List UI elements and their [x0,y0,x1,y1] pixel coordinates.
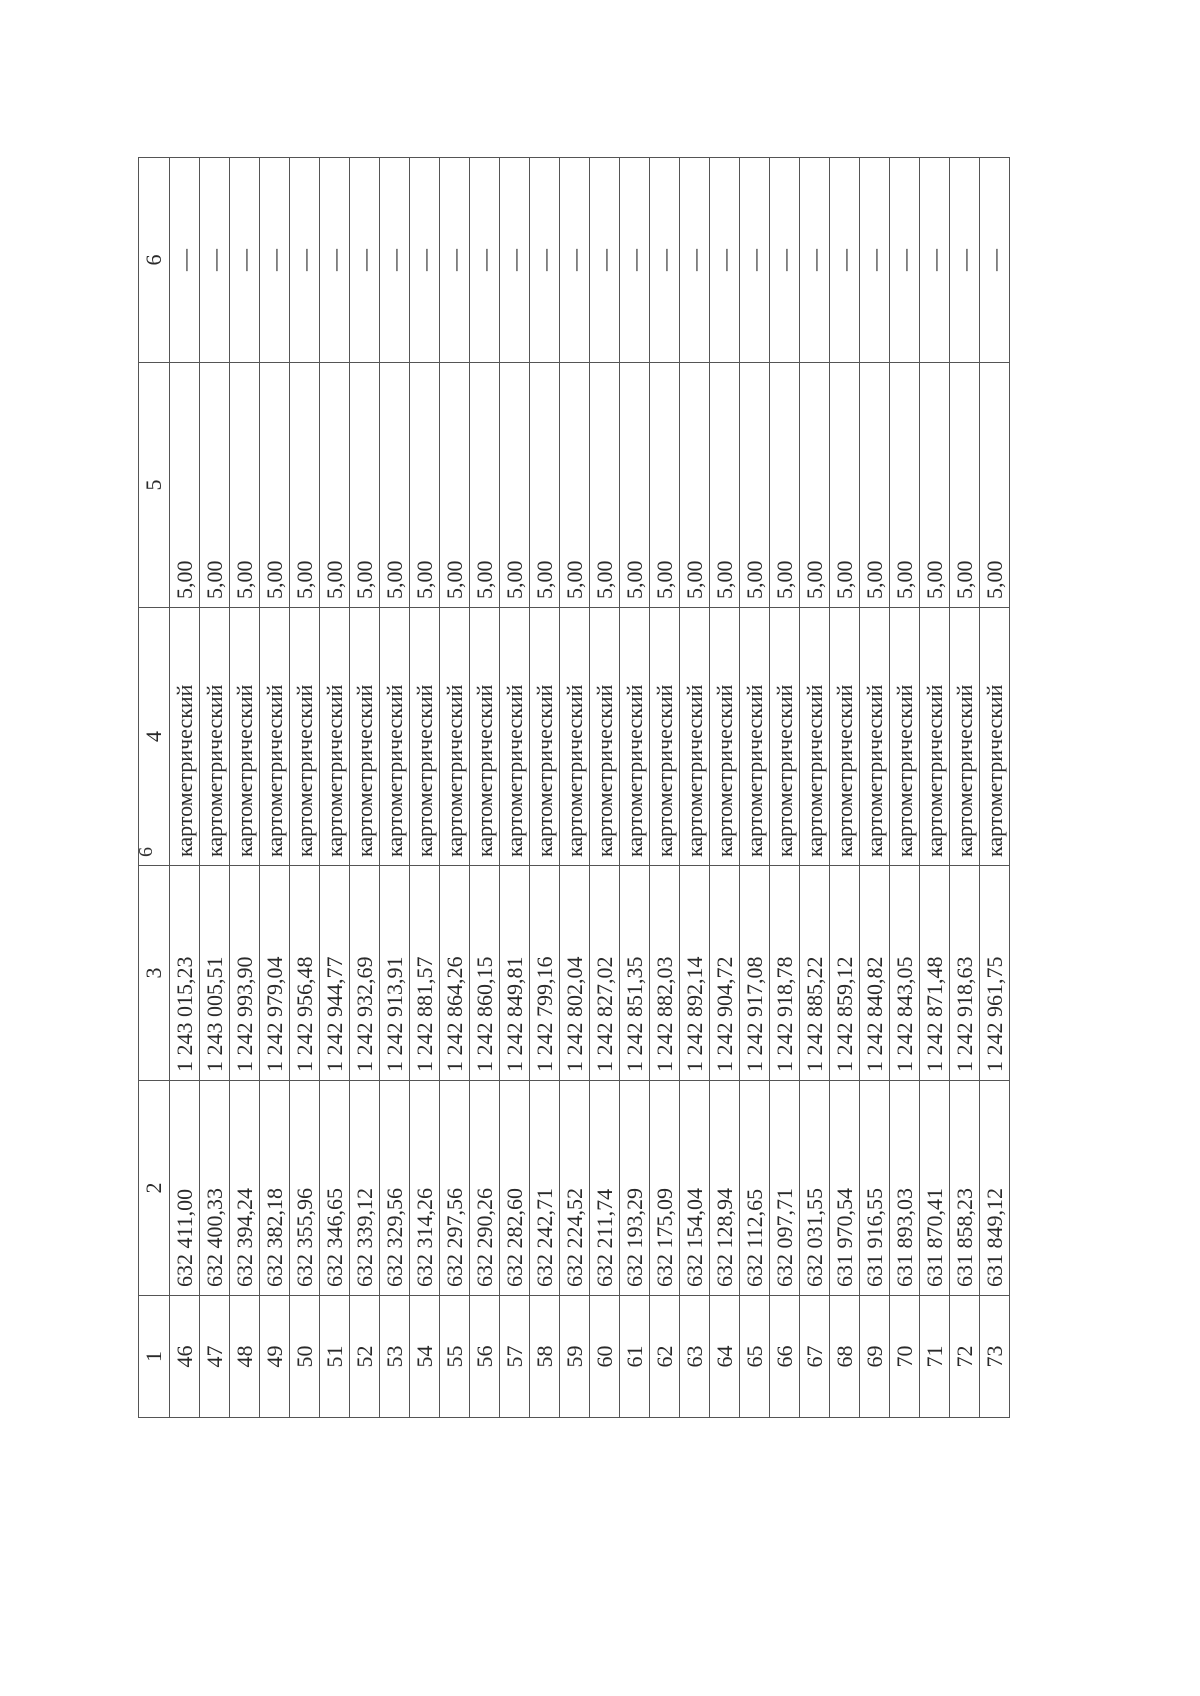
cell-coordinate-y: 1 242 849,81 [500,866,530,1081]
cell-coordinate-y: 1 243 005,51 [200,866,230,1081]
cell-point-number: 73 [980,1296,1010,1418]
cell-point-number: 64 [710,1296,740,1418]
cell-point-number: 53 [380,1296,410,1418]
cell-note: — [920,158,950,363]
cell-method: картометрический [290,608,320,866]
table-row [170,158,200,1418]
cell-coordinate-y: 1 242 918,63 [950,866,980,1081]
cell-method: картометрический [770,608,800,866]
table-row [770,158,800,1418]
cell-point-number: 70 [890,1296,920,1418]
column-header-6: 6 [139,158,170,363]
cell-method: картометрический [800,608,830,866]
cell-note: — [620,158,650,363]
cell-note: — [800,158,830,363]
cell-accuracy: 5,00 [980,363,1010,608]
cell-coordinate-x: 631 870,41 [920,1081,950,1296]
cell-note: — [380,158,410,363]
cell-coordinate-x: 632 339,12 [350,1081,380,1296]
cell-accuracy: 5,00 [290,363,320,608]
cell-point-number: 63 [680,1296,710,1418]
cell-note: — [320,158,350,363]
column-header-5: 5 [139,363,170,608]
cell-accuracy: 5,00 [410,363,440,608]
cell-coordinate-y: 1 242 881,57 [410,866,440,1081]
table-row [620,158,650,1418]
cell-point-number: 48 [230,1296,260,1418]
cell-accuracy: 5,00 [740,363,770,608]
cell-point-number: 56 [470,1296,500,1418]
cell-accuracy: 5,00 [620,363,650,608]
cell-note: — [650,158,680,363]
table-row [710,158,740,1418]
column-header-2: 2 [139,1081,170,1296]
cell-note: — [980,158,1010,363]
cell-coordinate-y: 1 242 918,78 [770,866,800,1081]
table-row [410,158,440,1418]
cell-point-number: 65 [740,1296,770,1418]
cell-coordinate-y: 1 242 944,77 [320,866,350,1081]
cell-coordinate-y: 1 242 882,03 [650,866,680,1081]
cell-point-number: 57 [500,1296,530,1418]
cell-method: картометрический [410,608,440,866]
cell-coordinate-x: 631 893,03 [890,1081,920,1296]
table-row [680,158,710,1418]
cell-note: — [170,158,200,363]
cell-method: картометрический [650,608,680,866]
cell-coordinate-y: 1 242 799,16 [530,866,560,1081]
cell-coordinate-x: 632 394,24 [230,1081,260,1296]
cell-point-number: 50 [290,1296,320,1418]
column-header-1: 1 [139,1296,170,1418]
cell-coordinate-x: 631 970,54 [830,1081,860,1296]
table-row [380,158,410,1418]
cell-point-number: 54 [410,1296,440,1418]
cell-coordinate-x: 632 297,56 [440,1081,470,1296]
cell-accuracy: 5,00 [230,363,260,608]
cell-accuracy: 5,00 [530,363,560,608]
cell-method: картометрический [200,608,230,866]
cell-accuracy: 5,00 [320,363,350,608]
cell-coordinate-y: 1 242 961,75 [980,866,1010,1081]
cell-point-number: 47 [200,1296,230,1418]
cell-method: картометрический [320,608,350,866]
table-row [530,158,560,1418]
cell-coordinate-y: 1 242 885,22 [800,866,830,1081]
cell-point-number: 49 [260,1296,290,1418]
cell-coordinate-x: 631 849,12 [980,1081,1010,1296]
coordinates-table-container [135,158,1008,1418]
table-row [740,158,770,1418]
cell-note: — [770,158,800,363]
table-row [470,158,500,1418]
cell-method: картометрический [170,608,200,866]
cell-coordinate-x: 632 175,09 [650,1081,680,1296]
cell-point-number: 60 [590,1296,620,1418]
table-row [890,158,920,1418]
cell-point-number: 61 [620,1296,650,1418]
cell-accuracy: 5,00 [380,363,410,608]
column-header-4: 4 [139,608,170,866]
cell-accuracy: 5,00 [770,363,800,608]
cell-method: картометрический [440,608,470,866]
cell-note: — [350,158,380,363]
coordinates-table [135,157,1010,1418]
cell-method: картометрический [950,608,980,866]
cell-coordinate-x: 632 382,18 [260,1081,290,1296]
cell-note: — [470,158,500,363]
cell-coordinate-y: 1 242 864,26 [440,866,470,1081]
cell-point-number: 51 [320,1296,350,1418]
cell-accuracy: 5,00 [920,363,950,608]
cell-coordinate-x: 632 290,26 [470,1081,500,1296]
page-number: 6 [135,847,157,857]
cell-accuracy: 5,00 [710,363,740,608]
cell-method: картометрический [830,608,860,866]
cell-method: картометрический [530,608,560,866]
table-row [290,158,320,1418]
cell-coordinate-x: 632 224,52 [560,1081,590,1296]
cell-method: картометрический [710,608,740,866]
cell-coordinate-x: 632 400,33 [200,1081,230,1296]
cell-point-number: 55 [440,1296,470,1418]
table-row [800,158,830,1418]
cell-method: картометрический [920,608,950,866]
column-header-3: 3 [139,866,170,1081]
cell-point-number: 67 [800,1296,830,1418]
table-body [170,158,1010,1418]
cell-coordinate-x: 632 242,71 [530,1081,560,1296]
table-row [320,158,350,1418]
cell-coordinate-x: 632 154,04 [680,1081,710,1296]
cell-coordinate-y: 1 242 913,91 [380,866,410,1081]
table-row [260,158,290,1418]
cell-accuracy: 5,00 [440,363,470,608]
table-row [980,158,1010,1418]
cell-accuracy: 5,00 [170,363,200,608]
cell-point-number: 66 [770,1296,800,1418]
cell-note: — [560,158,590,363]
cell-coordinate-y: 1 242 917,08 [740,866,770,1081]
cell-point-number: 46 [170,1296,200,1418]
cell-method: картометрический [380,608,410,866]
cell-method: картометрический [350,608,380,866]
cell-coordinate-x: 632 031,55 [800,1081,830,1296]
cell-coordinate-y: 1 242 871,48 [920,866,950,1081]
cell-coordinate-x: 632 097,71 [770,1081,800,1296]
cell-coordinate-y: 1 242 802,04 [560,866,590,1081]
cell-coordinate-x: 632 193,29 [620,1081,650,1296]
table-header-row [139,158,170,1418]
table-row [230,158,260,1418]
cell-method: картометрический [500,608,530,866]
cell-note: — [410,158,440,363]
cell-coordinate-y: 1 242 993,90 [230,866,260,1081]
cell-coordinate-y: 1 242 956,48 [290,866,320,1081]
cell-accuracy: 5,00 [500,363,530,608]
table-row [560,158,590,1418]
cell-note: — [950,158,980,363]
cell-point-number: 72 [950,1296,980,1418]
cell-coordinate-x: 632 346,65 [320,1081,350,1296]
cell-coordinate-x: 632 112,65 [740,1081,770,1296]
cell-coordinate-y: 1 242 827,02 [590,866,620,1081]
cell-note: — [200,158,230,363]
table-row [590,158,620,1418]
cell-note: — [290,158,320,363]
cell-method: картометрический [740,608,770,866]
cell-note: — [860,158,890,363]
cell-method: картометрический [470,608,500,866]
cell-method: картометрический [620,608,650,866]
cell-method: картометрический [590,608,620,866]
cell-point-number: 62 [650,1296,680,1418]
cell-accuracy: 5,00 [680,363,710,608]
cell-note: — [230,158,260,363]
cell-method: картометрический [260,608,290,866]
cell-method: картометрический [980,608,1010,866]
cell-note: — [890,158,920,363]
cell-point-number: 71 [920,1296,950,1418]
table-row [440,158,470,1418]
cell-point-number: 58 [530,1296,560,1418]
cell-method: картометрический [230,608,260,866]
cell-accuracy: 5,00 [560,363,590,608]
table-row [830,158,860,1418]
cell-point-number: 68 [830,1296,860,1418]
cell-coordinate-x: 632 329,56 [380,1081,410,1296]
cell-coordinate-y: 1 242 859,12 [830,866,860,1081]
cell-coordinate-x: 632 314,26 [410,1081,440,1296]
cell-method: картометрический [890,608,920,866]
cell-coordinate-y: 1 242 851,35 [620,866,650,1081]
cell-accuracy: 5,00 [470,363,500,608]
cell-coordinate-x: 632 355,96 [290,1081,320,1296]
cell-accuracy: 5,00 [260,363,290,608]
cell-coordinate-y: 1 242 892,14 [680,866,710,1081]
table-row [920,158,950,1418]
cell-note: — [680,158,710,363]
cell-accuracy: 5,00 [890,363,920,608]
cell-coordinate-y: 1 242 840,82 [860,866,890,1081]
cell-coordinate-y: 1 242 860,15 [470,866,500,1081]
cell-accuracy: 5,00 [650,363,680,608]
cell-coordinate-x: 632 282,60 [500,1081,530,1296]
cell-point-number: 69 [860,1296,890,1418]
cell-accuracy: 5,00 [590,363,620,608]
cell-point-number: 59 [560,1296,590,1418]
cell-coordinate-y: 1 242 843,05 [890,866,920,1081]
table-row [860,158,890,1418]
table-row [200,158,230,1418]
cell-coordinate-x: 632 211,74 [590,1081,620,1296]
cell-method: картометрический [680,608,710,866]
cell-accuracy: 5,00 [950,363,980,608]
cell-method: картометрический [560,608,590,866]
cell-accuracy: 5,00 [860,363,890,608]
cell-note: — [500,158,530,363]
cell-coordinate-y: 1 243 015,23 [170,866,200,1081]
cell-coordinate-x: 632 128,94 [710,1081,740,1296]
table-row [500,158,530,1418]
cell-coordinate-y: 1 242 979,04 [260,866,290,1081]
cell-note: — [710,158,740,363]
cell-method: картометрический [860,608,890,866]
cell-point-number: 52 [350,1296,380,1418]
table-row [950,158,980,1418]
cell-accuracy: 5,00 [200,363,230,608]
cell-accuracy: 5,00 [800,363,830,608]
cell-note: — [830,158,860,363]
table-row [350,158,380,1418]
cell-coordinate-y: 1 242 932,69 [350,866,380,1081]
cell-coordinate-y: 1 242 904,72 [710,866,740,1081]
cell-note: — [260,158,290,363]
cell-note: — [590,158,620,363]
cell-note: — [530,158,560,363]
cell-note: — [740,158,770,363]
cell-coordinate-x: 632 411,00 [170,1081,200,1296]
cell-coordinate-x: 631 858,23 [950,1081,980,1296]
cell-note: — [440,158,470,363]
cell-accuracy: 5,00 [350,363,380,608]
cell-coordinate-x: 631 916,55 [860,1081,890,1296]
cell-accuracy: 5,00 [830,363,860,608]
table-row [650,158,680,1418]
